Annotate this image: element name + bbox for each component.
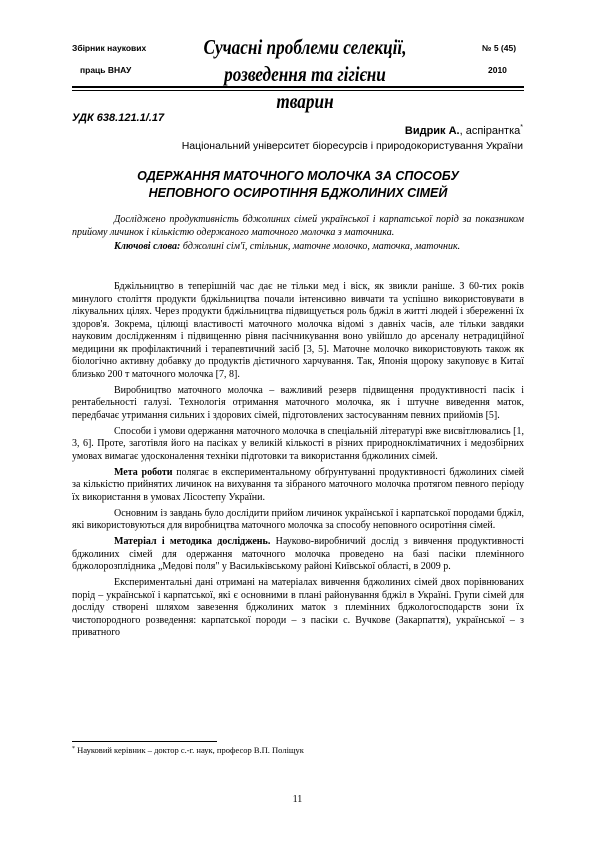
paragraph-text: Основним із завдань було дослідити прийом личинок української і карпатської породами бджіл, які використовуються для виробництва маточного молочка за способу неповного осиротіння сімей. [72,507,524,531]
author-role: , аспірантка [459,125,521,137]
footnote-text: Науковий керівник – доктор с.-г. наук, професор В.П. Поліщук [75,745,304,755]
footnote-rule [72,741,217,742]
keywords [72,241,524,254]
header-rule [72,86,524,88]
header-rule-thin [72,90,524,91]
journal-series-line1: Збірник наукових [72,43,147,53]
journal-series-line2: праць ВНАУ [80,65,132,75]
paragraph-text: Експериментальні дані отримані на матеріалах вивчення бджолиних сімей двох порівнюваних порід – української і карпатської, які є основними в плані районування бджіл в Україні. Групи сімей для досліду створені шляхом завезення бджолиних маток з племінних бджологосподарств зони їх чистопородного розведення: карпатської породи – з пасіки с. Вучкове (Закарпаття), української – з приватного [72,577,524,638]
footnote [72,745,524,755]
paragraph-text: Науково-виробничий дослід з вивчення продуктивності бджолиних сімей для одержання маточного молочка проведено на базі пасіки племінного бджолорозплідника „Медові поля" у Васильківському районі Київської області, в 2009 р. [72,536,525,572]
journal-title-line1: Сучасні проблеми селекції, [203,35,407,59]
page-number: 11 [292,794,303,805]
body-paragraph [72,467,524,505]
journal-issue [470,44,530,88]
paragraph-text: полягає в експериментальному обґрунтуванні продуктивності бджолиних сімей за кількістю прийнятих личинок на вихування та зібраного маточного молочка протягом певного періоду їх використання в умовах Лісостепу України. [72,466,524,503]
body-text [72,281,524,643]
body-paragraph [72,536,524,574]
paragraph-text: Виробництво маточного молочка – важливий резерв підвищення продуктивності пасік і рентабельності галузі. Технологія отримання маточного молочка, як і штучне виведення маток, передбачає утримання сильних і здорових сімей, підготовлених застосуванням певних прийомів [5]. [72,384,524,421]
journal-title [198,34,411,115]
body-paragraph [72,508,524,533]
udk-code: УДК 638.121.1/.17 [72,112,165,124]
abstract: Досліджено продуктивність бджолиних сімей української і карпатської порід за показником прийому личинок і кількістю одержаного маточного молочка з маточника. [72,214,524,238]
issue-number: № 5 (45) [482,43,517,53]
keywords-text: бджолині сім'ї, стільник, маточне молочко, маточка, маточник. [180,241,461,252]
article-title-line1: ОДЕРЖАННЯ МАТОЧНОГО МОЛОЧКА ЗА СПОСОБУ [137,169,459,183]
author-name: Видрик А. [404,125,460,137]
keywords-label: Ключові слова: [114,241,181,252]
body-paragraph [72,577,524,640]
affiliation: Національний університет біоресурсів і природокористування України [181,140,523,152]
paragraph-text: Бджільництво в теперішній час дає не тільки мед і віск, як звикли раніше. З 60-тих років минулого століття продукти бджільництва почали інтенсивно вивчати та успішно використовувати в лікувальних цілях. Через продукти бджільництва підвищується роль бджіл в житті людей і збереженні їх здоров'я. Зокрема, цілющі властивості маточного молочка відомі з давніх часів, але тільки завдяки науковим дослідженням і підвищенню рівня пасічникування воно увійшло до арсеналу нетрадиційної медицини як профілактичний і терапевтичний засіб [3, 5]. Маточне молочко використовують також як біологічно активну добавку до продуктів дієтичного харчування. Так, Японія щороку закуповує в Китаї близько 200 т маточного молочка [7, 8]. [72,281,524,380]
paragraph-lead: Матеріал і методика досліджень. [114,536,271,547]
issue-year: 2010 [488,65,507,75]
article-title [72,168,524,202]
paragraph-text: Способи і умови одержання маточного молочка в спеціальній літературі вже висвітлювались [1, 3, 6]. Проте, заготівля його на пасіках у великій кількості в різних природнокліматичних і медозбірних умовах вимагає удосконалення техніки підготовки та використання бджолиних сімей. [72,425,524,462]
journal-title-line2: розведення та гігієни тварин [224,62,386,113]
body-paragraph [72,426,524,464]
journal-series [72,44,162,88]
article-title-line2: НЕПОВНОГО ОСИРОТІННЯ БДЖОЛИНИХ СІМЕЙ [148,186,448,200]
body-paragraph [72,281,524,381]
paragraph-lead: Мета роботи [114,466,173,478]
body-paragraph [72,385,524,423]
author-line [405,124,523,137]
author-footnote-mark: * [520,124,523,131]
footnote-mark: * [72,746,75,752]
